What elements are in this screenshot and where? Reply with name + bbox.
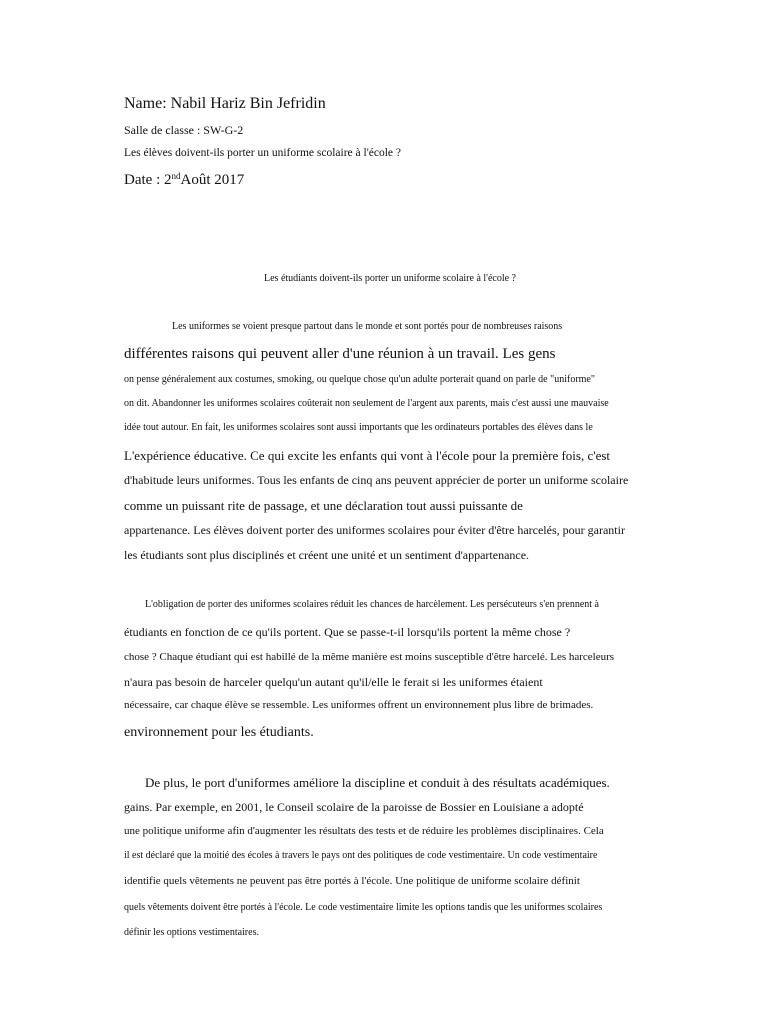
assignment-question: Les élèves doivent-ils porter un uniforme scolaire à l'école ? xyxy=(124,147,402,159)
paragraph-line: Les uniformes se voient presque partout dans le monde et sont portés pour de nombreuses raisons xyxy=(172,321,563,332)
paragraph-line: comme un puissant rite de passage, et une déclaration tout aussi puissante de xyxy=(124,498,523,513)
paragraph-line: idée tout autour. En fait, les uniformes scolaires sont aussi importants que les ordinateurs portables des élèves dans le xyxy=(124,422,593,433)
paragraph-line: gains. Par exemple, en 2001, le Conseil scolaire de la paroisse de Bossier en Louisiane a adopté xyxy=(124,800,584,814)
paragraph-line: il est déclaré que la moitié des écoles à travers le pays ont des politiques de code vestimentaire. Un code vestimentaire xyxy=(124,850,598,861)
classroom: Salle de classe : SW-G-2 xyxy=(124,123,244,137)
paragraph-line: différentes raisons qui peuvent aller d'une réunion à un travail. Les gens xyxy=(124,346,556,362)
paragraph-line: n'aura pas besoin de harceler quelqu'un autant qu'il/elle le ferait si les uniformes étaient xyxy=(124,675,543,689)
paragraph-line: quels vêtements doivent être portés à l'école. Le code vestimentaire limite les options tandis que les uniformes scolaires xyxy=(124,902,603,913)
paragraph-line: les étudiants sont plus disciplinés et créent une unité et un sentiment d'appartenance. xyxy=(124,548,530,562)
paragraph-line: De plus, le port d'uniformes améliore la discipline et conduit à des résultats académiques. xyxy=(145,775,610,790)
paragraph-line: environnement pour les étudiants. xyxy=(124,725,314,740)
date-ordinal: nd xyxy=(171,171,181,181)
paragraph-line: on dit. Abandonner les uniformes scolaires coûterait non seulement de l'argent aux parents, mais c'est aussi une mauvaise xyxy=(124,398,609,409)
paragraph-line: nécessaire, car chaque élève se ressemble. Les uniformes offrent un environnement plus libre de brimades. xyxy=(124,699,594,711)
date-line xyxy=(124,173,244,188)
date-suffix: Août 2017 xyxy=(180,172,245,188)
paragraph-line: d'habitude leurs uniformes. Tous les enfants de cinq ans peuvent apprécier de porter un uniforme scolaire xyxy=(124,473,629,487)
paragraph-line: définir les options vestimentaires. xyxy=(124,927,259,938)
paragraph-line: L'obligation de porter des uniformes scolaires réduit les chances de harcèlement. Les persécuteurs s'en prennent à xyxy=(145,599,599,610)
paragraph-line: une politique uniforme afin d'augmenter les résultats des tests et de réduire les problèmes disciplinaires. Cela xyxy=(124,825,604,837)
student-name: Name: Nabil Hariz Bin Jefridin xyxy=(124,95,326,112)
essay-title: Les étudiants doivent-ils porter un uniforme scolaire à l'école ? xyxy=(264,273,516,284)
paragraph-line: on pense généralement aux costumes, smoking, ou quelque chose qu'un adulte porterait quand on parle de "uniforme" xyxy=(124,374,595,385)
paragraph-line: L'expérience éducative. Ce qui excite les enfants qui vont à l'école pour la première fois, c'est xyxy=(124,448,611,463)
paragraph-line: étudiants en fonction de ce qu'ils portent. Que se passe-t-il lorsqu'ils portent la même chose ? xyxy=(124,625,571,639)
paragraph-line: chose ? Chaque étudiant qui est habillé de la même manière est moins susceptible d'être harcelé. Les harceleurs xyxy=(124,651,615,663)
paragraph-line: identifie quels vêtements ne peuvent pas être portés à l'école. Une politique de uniforme scolaire définit xyxy=(124,875,580,887)
date-prefix: Date : 2 xyxy=(124,172,172,188)
paragraph-line: appartenance. Les élèves doivent porter des uniformes scolaires pour éviter d'être harcelés, pour garantir xyxy=(124,523,625,537)
